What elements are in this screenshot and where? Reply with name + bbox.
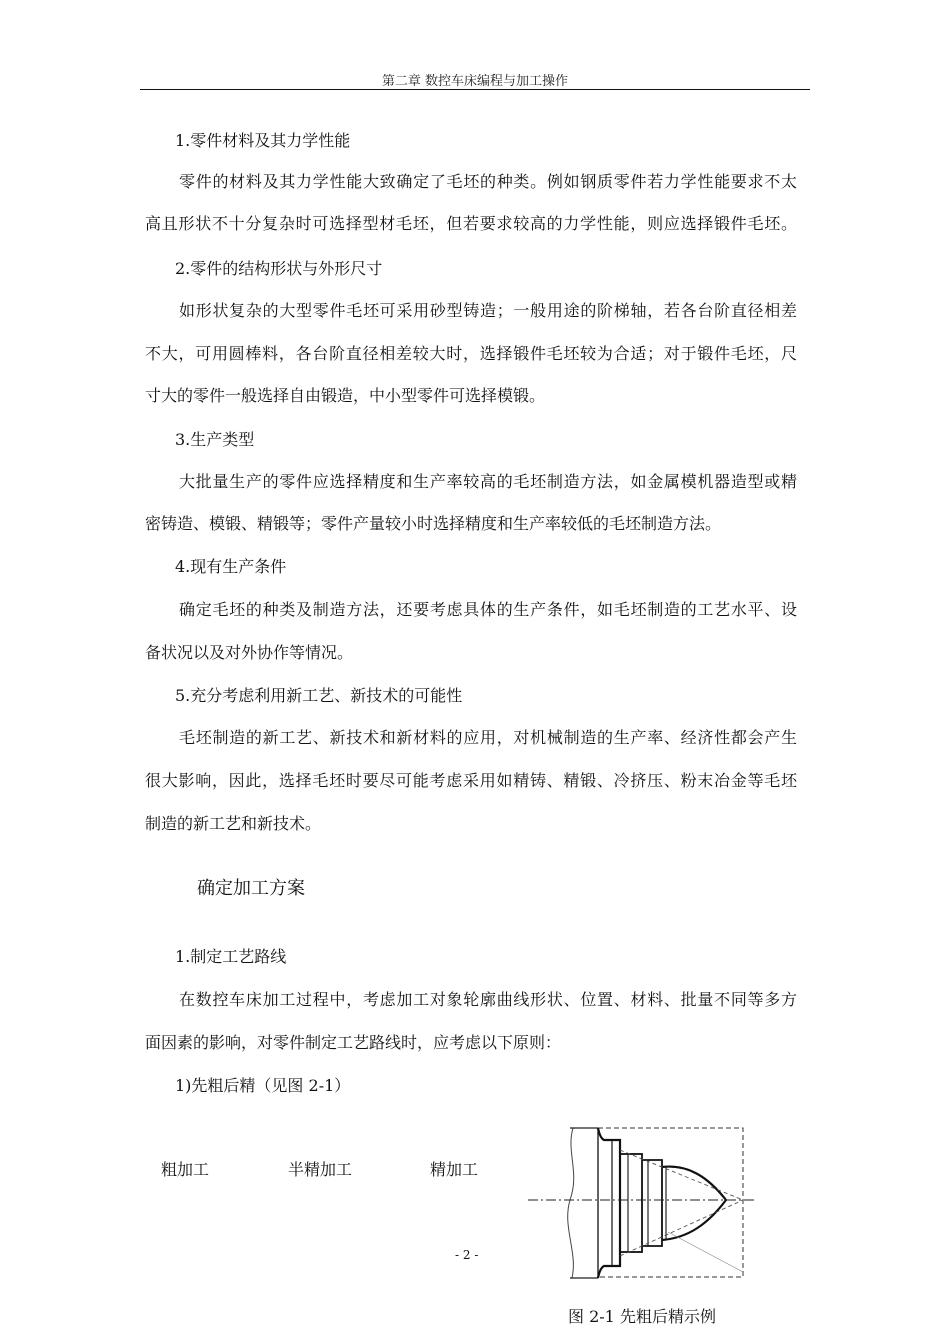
paragraph-line: 不大，可用圆棒料，各台阶直径相差较大时，选择锻件毛坯较为合适；对于锻件毛坯，尺 [145,344,797,363]
section-title: 确定加工方案 [197,878,305,899]
step-semi-finish: 半精加工 [288,1160,353,1179]
principle-label: 1)先粗后精（见图 2-1） [175,1076,351,1095]
flange-outline [598,1128,620,1278]
paragraph-line: 如形状复杂的大型零件毛坯可采用砂型铸造；一般用途的阶梯轴，若各台阶直径相差 [179,301,797,320]
subsection-heading: 1.制定工艺路线 [175,947,287,966]
page-header: 第二章 数控车床编程与加工操作 [381,74,569,89]
section-heading: 3.生产类型 [175,430,255,449]
page-number: - 2 - [455,1248,479,1262]
finish-profile [662,1167,726,1240]
paragraph-line: 很大影响，因此，选择毛坯时要尽可能考虑采用如精铸、精锻、冷挤压、粉末冶金等毛坯 [145,771,797,790]
paragraph-line: 密铸造、模锻、精锻等；零件产量较小时选择精度和生产率较低的毛坯制造方法。 [145,514,722,533]
figure-caption: 图 2-1 先粗后精示例 [568,1307,716,1326]
section-heading: 4.现有生产条件 [175,557,287,576]
paragraph-line: 确定毛坯的种类及制造方法，还要考虑具体的生产条件，如毛坯制造的工艺水平、设 [179,600,797,619]
section-heading: 5.充分考虑利用新工艺、新技术的可能性 [175,686,463,705]
step-finish: 精加工 [430,1160,479,1179]
paragraph-line: 寸大的零件一般选择自由锻造，中小型零件可选择模锻。 [145,386,546,405]
section-heading: 1.零件材料及其力学性能 [175,131,351,150]
step-2 [642,1160,662,1246]
break-line [568,1128,574,1278]
paragraph-line: 高且形状不十分复杂时可选择型材毛坯，但若要求较高的力学性能，则应选择锻件毛坯。 [145,214,797,233]
paragraph-line: 在数控车床加工过程中，考虑加工对象轮廓曲线形状、位置、材料、批量不同等多方 [179,990,797,1009]
paragraph-line: 面因素的影响，对零件制定工艺路线时，应考虑以下原则： [145,1033,562,1052]
section-heading: 2.零件的结构形状与外形尺寸 [175,259,383,278]
paragraph-line: 制造的新工艺和新技术。 [145,814,322,833]
step-1 [620,1154,642,1252]
paragraph-line: 备状况以及对外协作等情况。 [145,643,354,662]
step-rough: 粗加工 [161,1160,210,1179]
header-rule [140,89,810,90]
rough-finish-figure [528,1122,758,1284]
paragraph-line: 大批量生产的零件应选择精度和生产率较高的毛坯制造方法，如金属模机器造型或精 [179,472,797,491]
paragraph-line: 毛坯制造的新工艺、新技术和新材料的应用，对机械制造的生产率、经济性都会产生 [179,728,797,747]
paragraph-line: 零件的材料及其力学性能大致确定了毛坯的种类。例如钢质零件若力学性能要求不太 [179,172,797,191]
